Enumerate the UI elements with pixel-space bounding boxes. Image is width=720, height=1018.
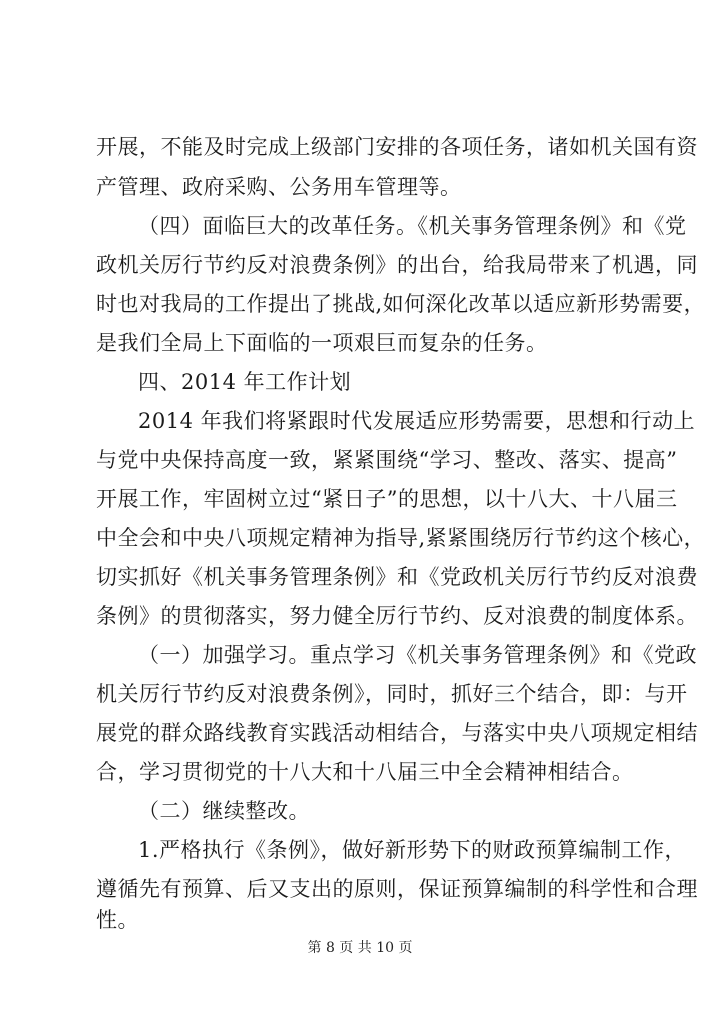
text-line-8: 2014 年我们将紧跟时代发展适应形势需要，思想和行动上 <box>138 409 696 433</box>
text-line-9: 与党中央保持高度一致，紧紧围绕“学习、整改、落实、提高” <box>96 448 678 472</box>
text-line-2: 产管理、政府采购、公务用车管理等。 <box>96 175 462 199</box>
text-line-10: 开展工作，牢固树立过“紧日子”的思想，以十八大、十八届三 <box>96 487 678 511</box>
text-line-12: 切实抓好《机关事务管理条例》和《党政机关厉行节约反对浪费 <box>96 565 698 589</box>
text-line-5: 时也对我局的工作提出了挑战,如何深化改革以适应新形势需要， <box>96 292 706 316</box>
text-line-4: 政机关厉行节约反对浪费条例》的出台，给我局带来了机遇，同 <box>96 253 698 277</box>
text-line-13: 条例》的贯彻落实，努力健全厉行节约、反对浪费的制度体系。 <box>96 604 698 628</box>
text-line-11: 中全会和中央八项规定精神为指导,紧紧围绕厉行节约这个核心， <box>96 526 706 550</box>
text-line-15: 机关厉行节约反对浪费条例》，同时，抓好三个结合，即：与开 <box>96 682 688 706</box>
section-heading: 四、2014 年工作计划 <box>138 370 352 394</box>
text-line-1: 开展，不能及时完成上级部门安排的各项任务，诸如机关国有资 <box>96 135 698 159</box>
text-line-21: 性。 <box>96 908 139 932</box>
text-line-6: 是我们全局上下面临的一项艰巨而复杂的任务。 <box>96 331 548 355</box>
text-line-18: （二）继续整改。 <box>138 799 310 823</box>
text-line-16: 展党的群众路线教育实践活动相结合，与落实中央八项规定相结 <box>96 721 698 745</box>
text-line-17: 合，学习贯彻党的十八大和十八届三中全会精神相结合。 <box>96 760 634 784</box>
text-line-3: （四）面临巨大的改革任务。《机关事务管理条例》和《党 <box>138 214 687 238</box>
page-number-footer: 第 8 页 共 10 页 <box>307 940 413 956</box>
text-line-19: 1.严格执行《条例》，做好新形势下的财政预算编制工作， <box>138 838 687 862</box>
text-line-14: （一）加强学习。重点学习《机关事务管理条例》和《党政 <box>138 643 697 667</box>
text-line-20: 遵循先有预算、后又支出的原则，保证预算编制的科学性和合理 <box>96 877 698 901</box>
